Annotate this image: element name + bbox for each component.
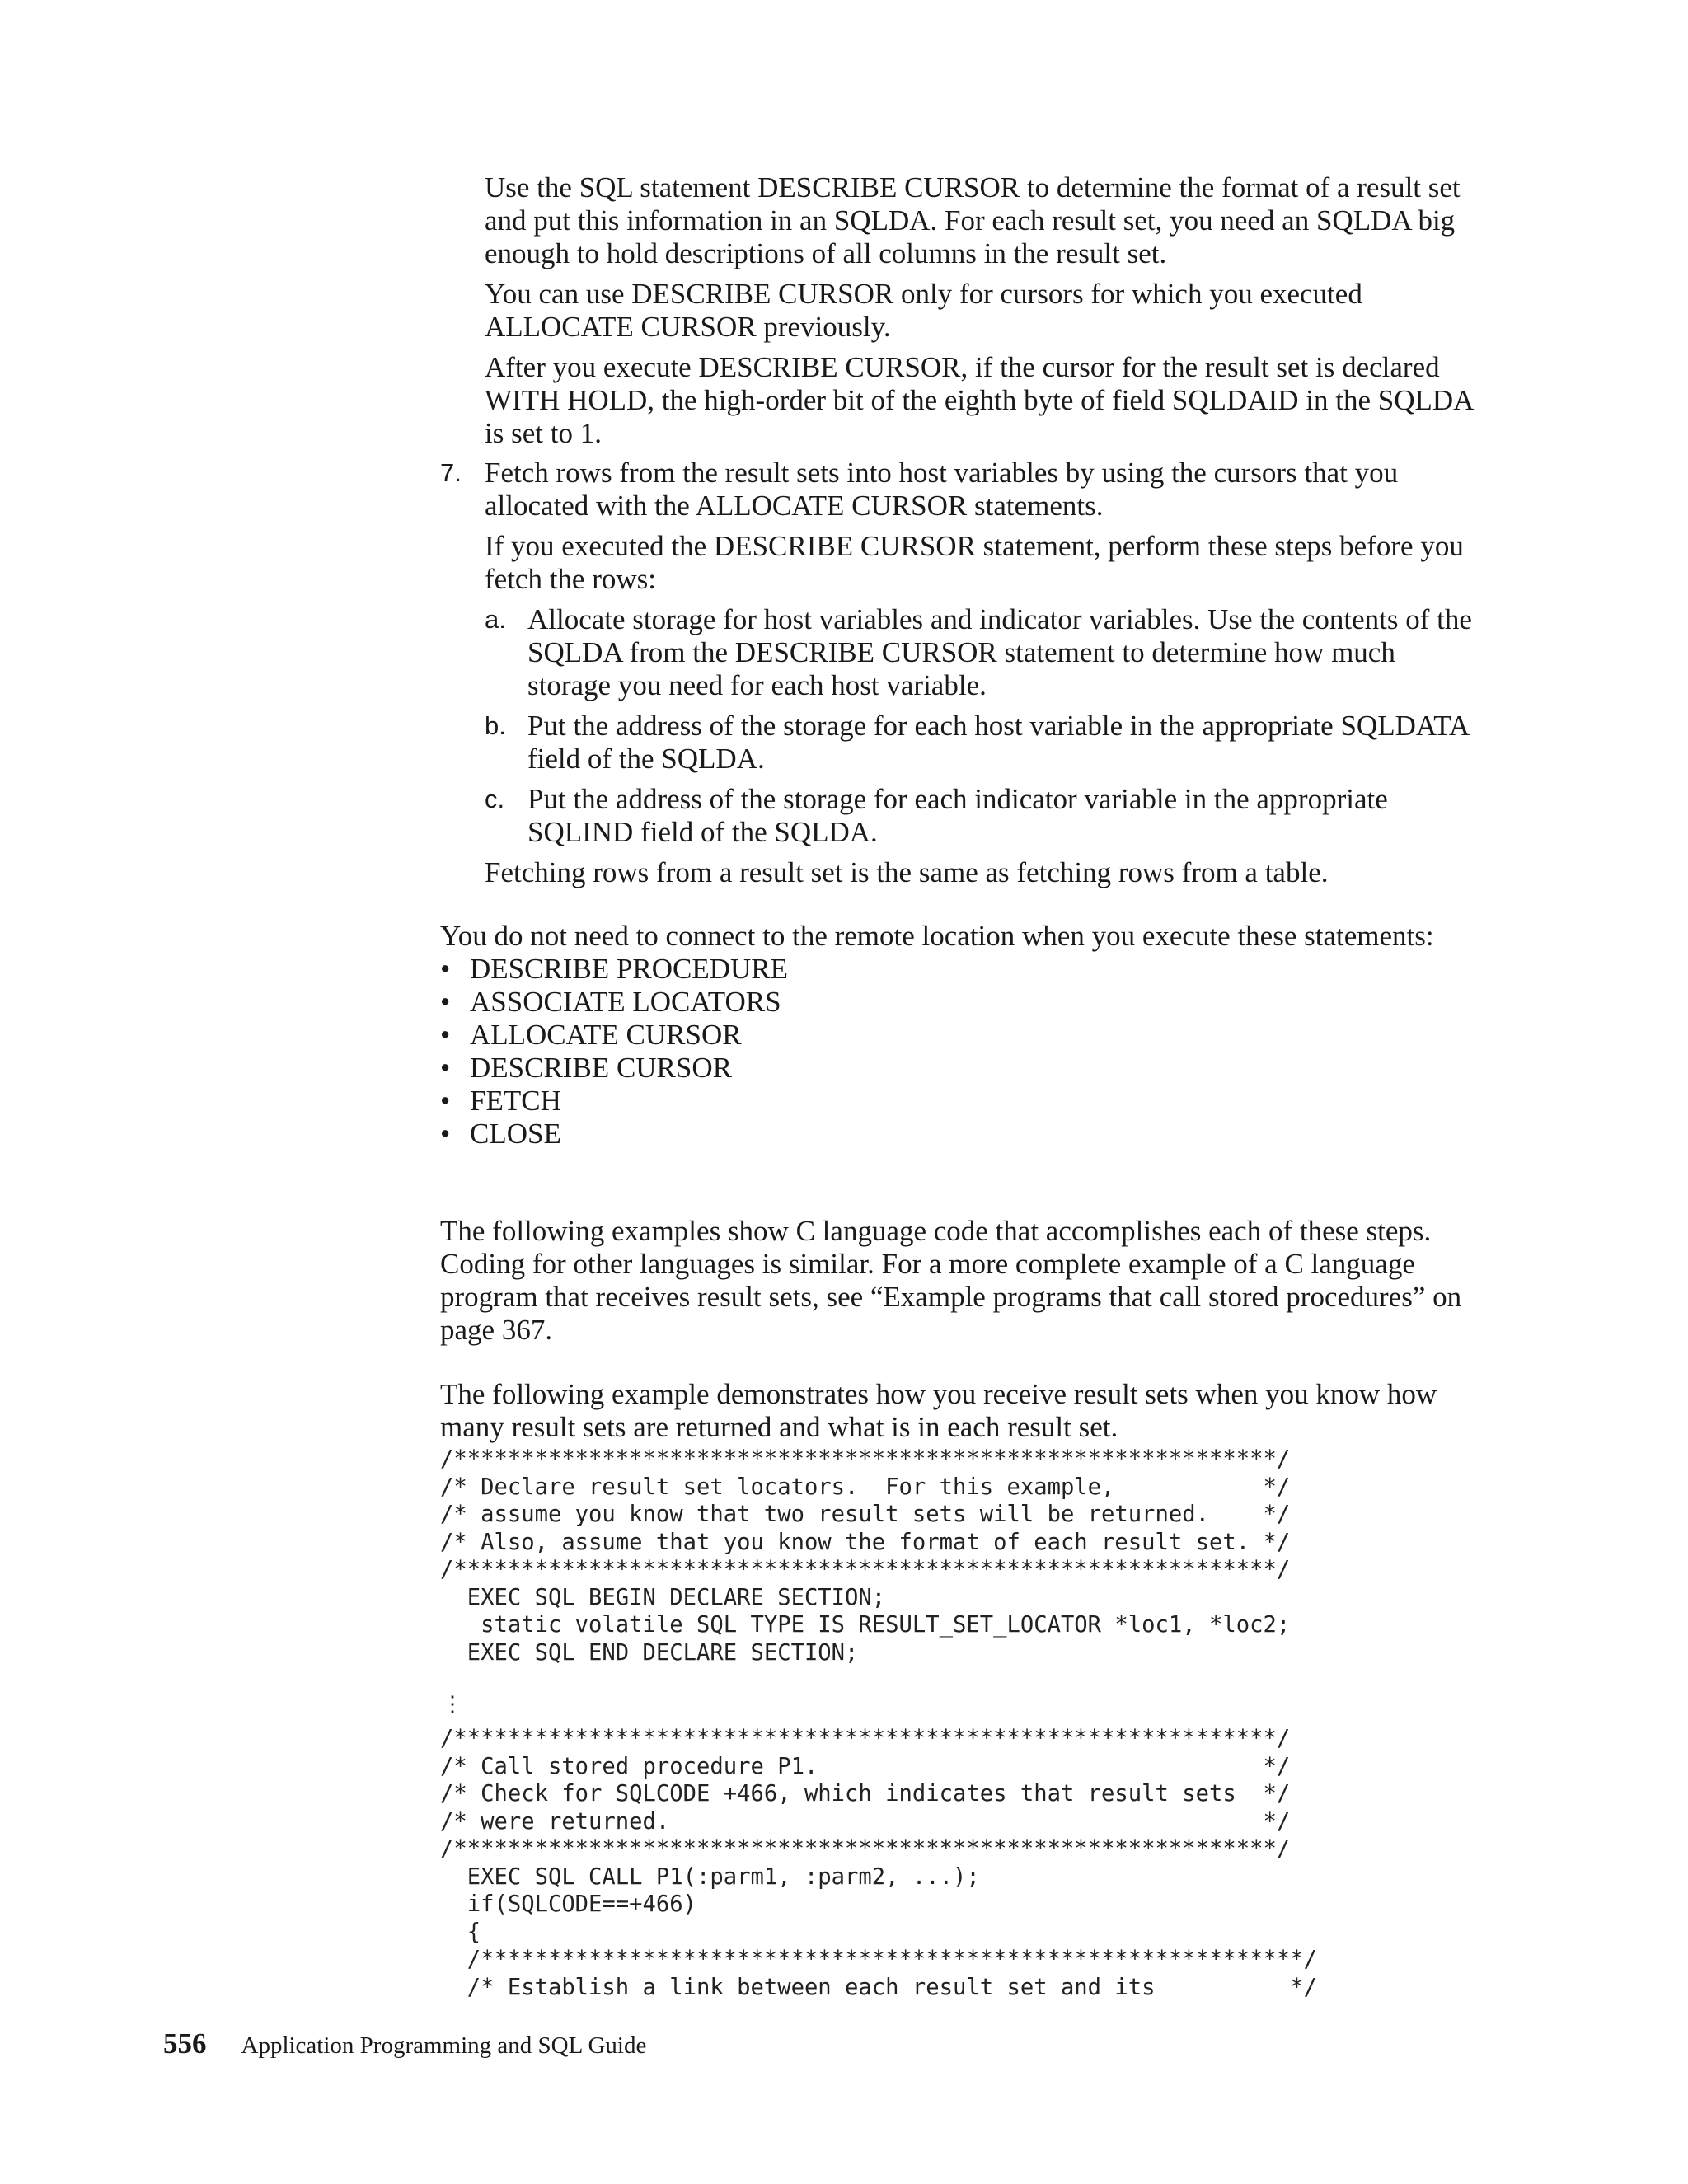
substep-b <box>485 710 1479 776</box>
bullet-icon: • <box>440 1085 451 1117</box>
bullet-icon: • <box>440 1019 451 1051</box>
step-7-text: Fetch rows from the result sets into host variables by using the cursors that you allocated with the ALLOCATE CURSOR statements. <box>485 457 1399 522</box>
vertical-ellipsis-icon: ⋮ <box>442 1692 463 1717</box>
step-7-intro: If you executed the DESCRIBE CURSOR statement, perform these steps before you fetch the rows: <box>485 530 1464 595</box>
substep-c <box>485 783 1479 849</box>
substep-a-label: a. <box>485 605 506 634</box>
describe-cursor-paragraph: Use the SQL statement DESCRIBE CURSOR to determine the format of a result set and put this information in an SQLDA. For each result set, you need an SQLDA big enough to hold descriptions of all columns in the result set. <box>485 171 1461 269</box>
page-footer <box>163 2027 646 2064</box>
substep-c-label: c. <box>485 785 505 813</box>
list-item: • CLOSE <box>440 1118 561 1150</box>
bullet-icon: • <box>440 986 451 1018</box>
describe-cursor-restriction-paragraph: You can use DESCRIBE CURSOR only for cursors for which you executed ALLOCATE CURSOR previously. <box>485 278 1362 343</box>
step-7-closing: Fetching rows from a result set is the same as fetching rows from a table. <box>485 856 1329 888</box>
code-block-call: /*************************************************************/ /* Call stored procedure P1. */ /* Check for SQLCODE +466, which indicates that result sets */ /* were returned. */ /*************************************************************/ EXEC SQL CALL P1(:parm1, :parm2, ...); if(SQLCODE==+466) { /*************************************************************/ /* Establish a link between each result set and its */ <box>440 1726 1317 2000</box>
code-block-declare: /*************************************************************/ /* Declare result set locators. For this example, */ /* assume you know that two result sets will be returned. */ /* Also, assume that you know the format of each result set. */ /*************************************************************/ EXEC SQL BEGIN DECLARE SECTION; static volatile SQL TYPE IS RESULT_SET_LOCATOR *loc1, *loc2; EXEC SQL END DECLARE SECTION; <box>440 1446 1291 1666</box>
page-number: 556 <box>163 2027 207 2060</box>
substep-c-text: Put the address of the storage for each indicator variable in the appropriate SQLIND field of the SQLDA. <box>528 783 1388 848</box>
step-7-number: 7. <box>440 458 462 487</box>
substep-b-text: Put the address of the storage for each host variable in the appropriate SQLDATA field of the SQLDA. <box>528 710 1469 775</box>
list-item: • FETCH <box>440 1085 561 1117</box>
bullet-icon: • <box>440 1118 451 1150</box>
list-item: • ALLOCATE CURSOR <box>440 1019 742 1051</box>
no-connect-section <box>440 920 1479 1151</box>
no-connect-intro: You do not need to connect to the remote location when you execute these statements: <box>440 920 1434 952</box>
examples-paragraph: The following examples show C language code that accomplishes each of these steps. Coding for other languages is similar. For a more complete example of a C language program that receives result sets, see “Example programs that call stored procedures” on page 367. <box>440 1215 1462 1346</box>
list-item: • DESCRIBE PROCEDURE <box>440 953 789 985</box>
list-item: • ASSOCIATE LOCATORS <box>440 986 781 1018</box>
bullet-icon: • <box>440 953 451 985</box>
step6-continuation <box>485 171 1474 457</box>
statement-list <box>440 953 1479 1151</box>
with-hold-paragraph: After you execute DESCRIBE CURSOR, if the cursor for the result set is declared WITH HOLD, the high-order bit of the eighth byte of field SQLDAID in the SQLDA is set to 1. <box>485 351 1473 449</box>
substep-b-label: b. <box>485 711 506 740</box>
substep-a-text: Allocate storage for host variables and indicator variables. Use the contents of the SQLDA from the DESCRIBE CURSOR statement to determine how much storage you need for each host variable. <box>528 603 1472 701</box>
list-item: • DESCRIBE CURSOR <box>440 1052 732 1084</box>
book-title: Application Programming and SQL Guide <box>241 2032 647 2059</box>
step-7-item <box>440 457 1479 889</box>
substep-a <box>485 603 1479 702</box>
step-7 <box>440 457 1479 897</box>
bullet-icon: • <box>440 1052 451 1084</box>
example-intro-paragraph: The following example demonstrates how you receive result sets when you know how many result sets are returned and what is in each result set. <box>440 1378 1437 1443</box>
